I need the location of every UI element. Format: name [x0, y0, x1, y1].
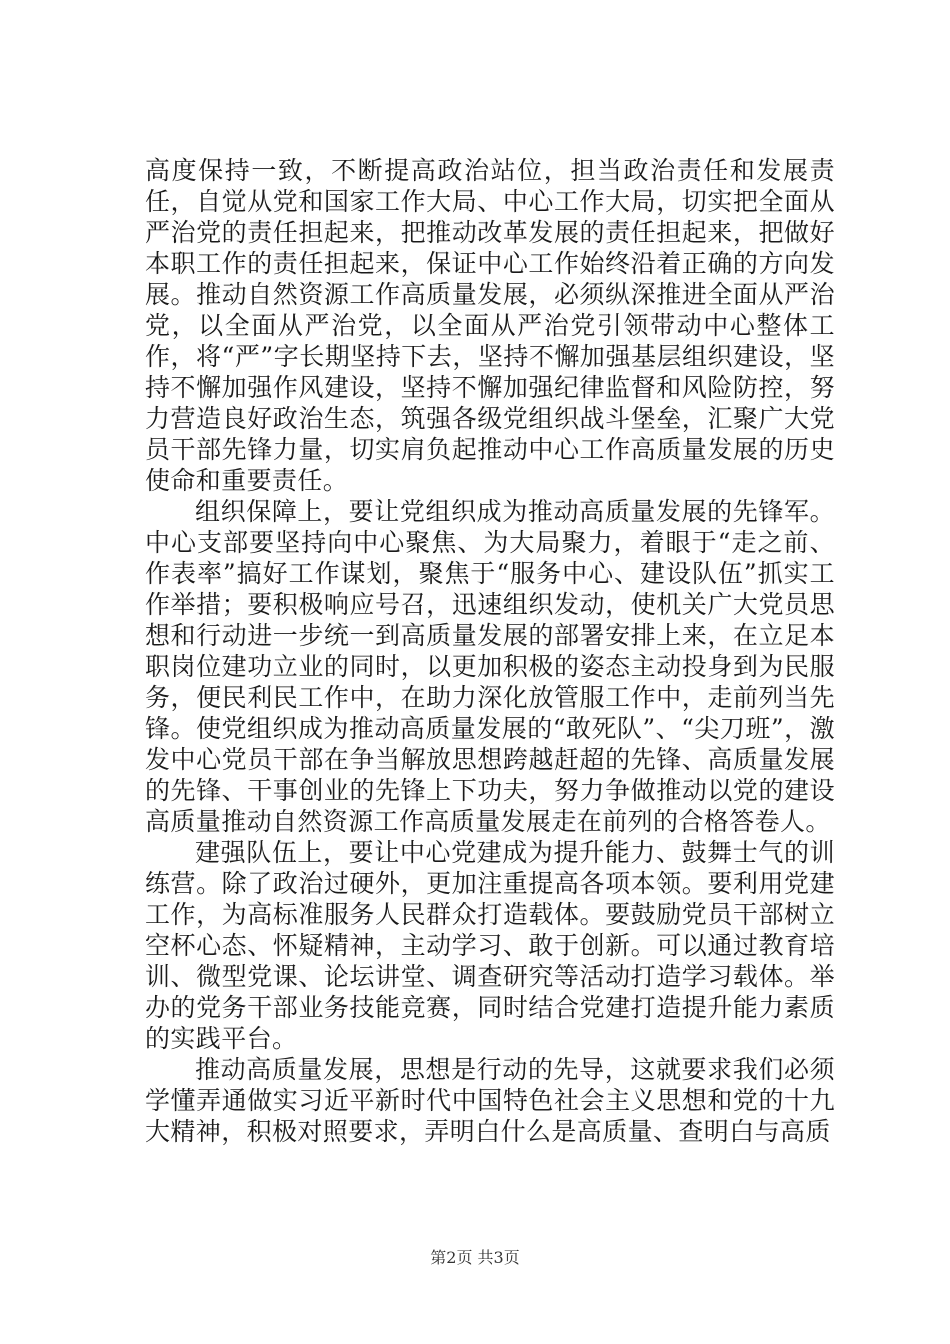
paragraph-1: 高度保持一致，不断提高政治站位，担当政治责任和发展责任，自觉从党和国家工作大局、中心工作大局，切实把全面从严治党的责任担起来，把推动改革发展的责任担起来，把做好本职工作的责任担起来，保证中心工作始终沿着正确的方向发展。推动自然资源工作高质量发展，必须纵深推进全面从严治党，以全面从严治党，以全面从严治党引领带动中心整体工作，将“严”字长期坚持下去，坚持不懈加强基层组织建设，坚持不懈加强作风建设，坚持不懈加强纪律监督和风险防控，努力营造良好政治生态，筑强各级党组织战斗堡垒，汇聚广大党员干部先锋力量，切实肩负起推动中心工作高质量发展的历史使命和重要责任。 — [145, 156, 835, 495]
paragraph-4: 推动高质量发展，思想是行动的先导，这就要求我们必须学懂弄通做实习近平新时代中国特色社会主义思想和党的十九大精神，积极对照要求，弄明白什么是高质量、查明白与高质 — [145, 1055, 835, 1146]
page-footer — [0, 1245, 950, 1268]
paragraph-3: 建强队伍上，要让中心党建成为提升能力、鼓舞士气的训练营。除了政治过硬外，更加注重提高各项本领。要利用党建工作，为高标准服务人民群众打造载体。要鼓励党员干部树立空杯心态、怀疑精神，主动学习、敢于创新。可以通过教育培训、微型党课、论坛讲堂、调查研究等活动打造学习载体。举办的党务干部业务技能竞赛，同时结合党建打造提升能力素质的实践平台。 — [145, 838, 835, 1053]
document-body — [145, 155, 835, 1147]
paragraph-2: 组织保障上，要让党组织成为推动高质量发展的先锋军。中心支部要坚持向中心聚焦、为大局聚力，着眼于“走之前、作表率”搞好工作谋划，聚焦于“服务中心、建设队伍”抓实工作举措；要积极响应号召，迅速组织发动，使机关广大党员思想和行动进一步统一到高质量发展的部署安排上来，在立足本职岗位建功立业的同时，以更加积极的姿态主动投身到为民服务，便民利民工作中，在助力深化放管服工作中，走前列当先锋。使党组织成为推动高质量发展的“敢死队”、“尖刀班”，激发中心党员干部在争当解放思想跨越赶超的先锋、高质量发展的先锋、干事创业的先锋上下功夫，努力争做推动以党的建设高质量推动自然资源工作高质量发展走在前列的合格答卷人。 — [145, 497, 835, 836]
page-number-label: 第2页 共3页 — [430, 1248, 520, 1267]
